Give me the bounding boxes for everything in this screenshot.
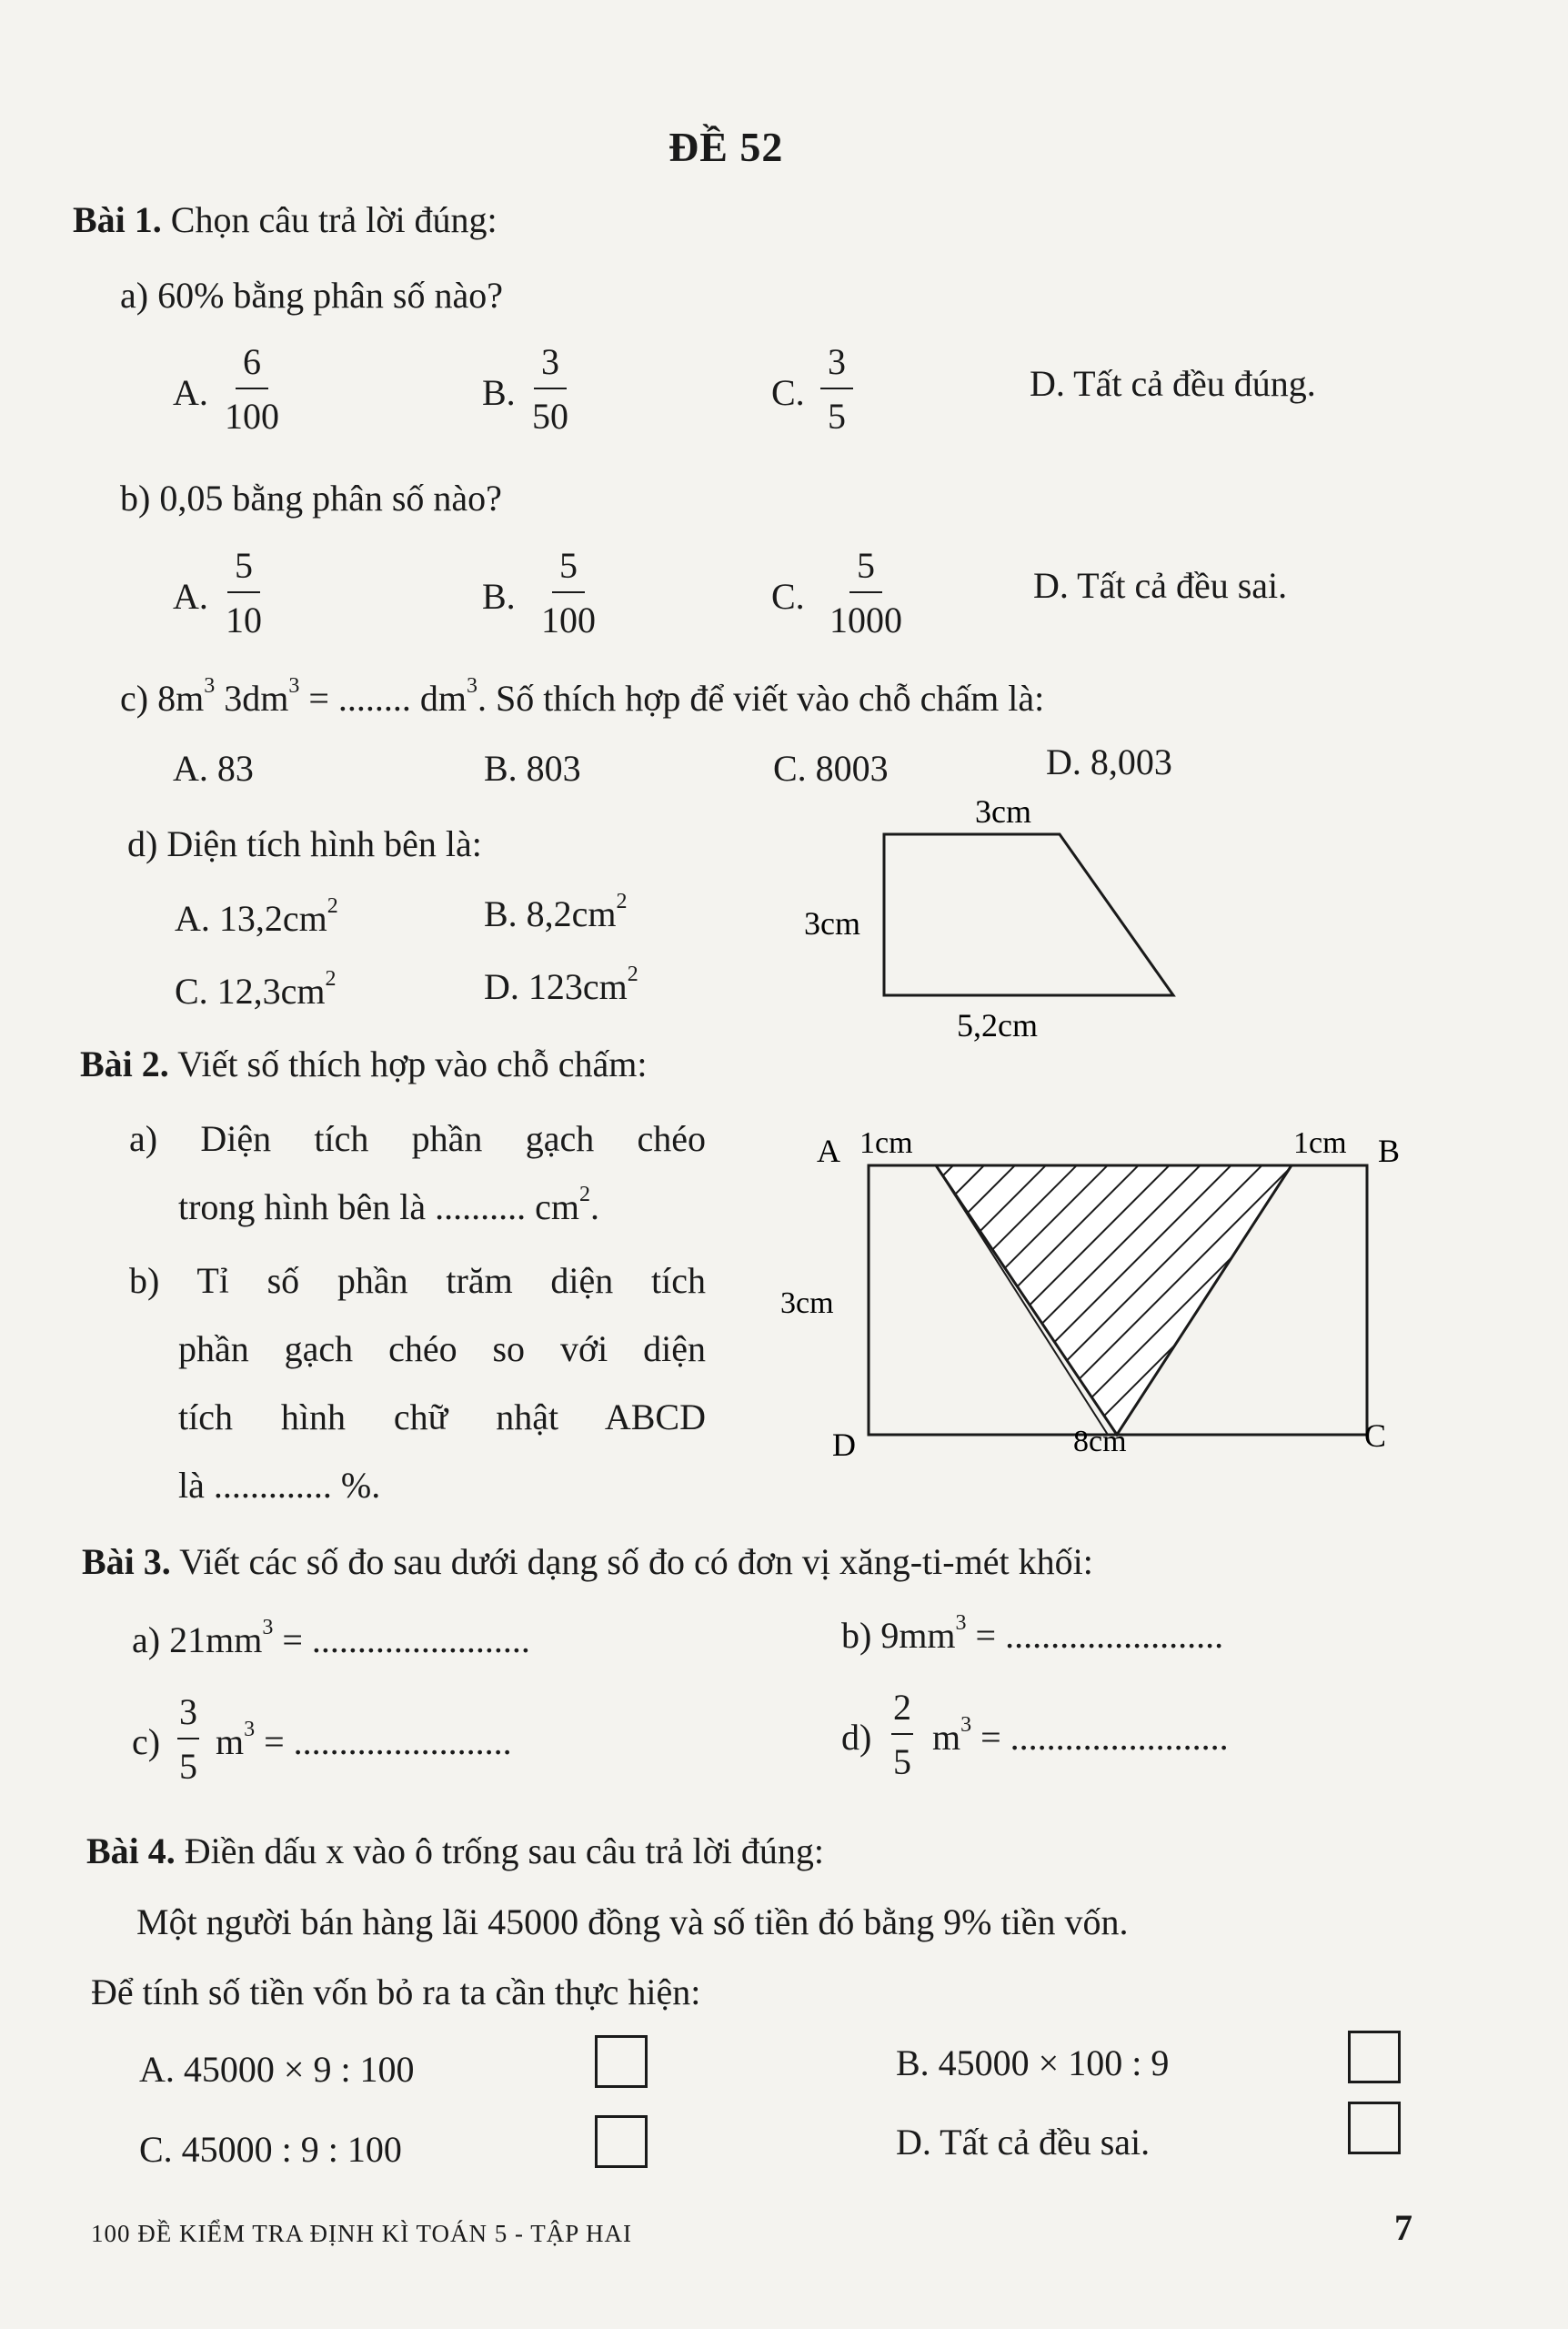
- option-text: D. 123cm: [484, 966, 628, 1007]
- bai1-heading: [73, 199, 498, 240]
- numerator: 5: [849, 548, 882, 593]
- q1a-option-c-fraction: [820, 341, 853, 437]
- bai2-heading: [80, 1046, 647, 1083]
- exponent: 3: [244, 1718, 256, 1741]
- q1b-option-b-fraction: [541, 545, 596, 640]
- q4-option-b: B. 45000 × 100 : 9: [896, 2042, 1170, 2083]
- rectangle-abcd-figure: [773, 1128, 1410, 1474]
- q1c-part: c) 8m: [120, 678, 205, 719]
- numerator: 6: [236, 344, 268, 389]
- denominator: 5: [179, 1746, 197, 1787]
- bai4-instruction: Điền dấu x vào ô trống sau câu trả lời đúng:: [175, 1830, 824, 1871]
- page-title: ĐỀ 52: [668, 124, 784, 170]
- q4-option-c: C. 45000 : 9 : 100: [139, 2129, 402, 2170]
- q2a-text: trong hình bên là .......... cm: [178, 1186, 580, 1227]
- q1b-question: b) 0,05 bằng phân số nào?: [120, 478, 502, 519]
- exponent: 2: [325, 967, 337, 991]
- q3d-prefix: d): [841, 1717, 872, 1758]
- q1c-part: 3dm: [215, 678, 289, 719]
- exponent: 3: [262, 1616, 274, 1639]
- q1b-option-a-prefix: A.: [173, 576, 208, 617]
- unit: m: [216, 1721, 245, 1762]
- q4-option-d: D. Tất cả đều sai.: [896, 2122, 1151, 2163]
- q1a-option-a-prefix: A.: [173, 372, 208, 413]
- q3a: [132, 1616, 530, 1660]
- exponent: 3: [466, 674, 477, 698]
- q1d-question: d) Diện tích hình bên là:: [127, 823, 482, 864]
- left-1cm-label: 1cm: [859, 1128, 913, 1160]
- q3a-blank: = ........................: [273, 1619, 530, 1660]
- q4-option-a-checkbox[interactable]: [595, 2035, 648, 2088]
- q1a-option-a-fraction: [225, 341, 279, 437]
- q3c-prefix: c): [132, 1721, 161, 1762]
- q1c-part: . Số thích hợp để viết vào chỗ chấm là:: [477, 678, 1045, 719]
- q3c-rest: [216, 1718, 512, 1762]
- q4-option-d-checkbox[interactable]: [1348, 2102, 1401, 2154]
- q1a-option-b-fraction: [532, 341, 568, 437]
- q1d-option-c: [175, 967, 337, 1012]
- denominator: 10: [226, 600, 262, 640]
- bai4-problem-line1: Một người bán hàng lãi 45000 đồng và số tiền đó bằng 9% tiền vốn.: [136, 1901, 1129, 1942]
- bai4-label: Bài 4.: [86, 1830, 176, 1871]
- footer-book-title: 100 ĐỀ KIỂM TRA ĐỊNH KÌ TOÁN 5 - TẬP HAI: [91, 2220, 632, 2247]
- bai1-instruction: Chọn câu trả lời đúng:: [161, 199, 498, 240]
- exponent: 2: [627, 963, 638, 986]
- q2b-line3: tích hình chữ nhật ABCD: [178, 1396, 706, 1437]
- q1d-option-a: [175, 894, 338, 939]
- q3b: [841, 1611, 1224, 1656]
- exponent: 2: [579, 1183, 591, 1206]
- option-text: B. 8,2cm: [484, 893, 617, 934]
- denominator: 100: [225, 396, 279, 437]
- vertex-b-label: B: [1378, 1133, 1401, 1169]
- q2a-end: .: [590, 1186, 600, 1227]
- q1a-option-b-prefix: B.: [482, 372, 516, 413]
- q1c-option-c: C. 8003: [773, 748, 889, 789]
- bottom-8cm-label: 8cm: [1073, 1425, 1127, 1458]
- numerator: 3: [534, 344, 567, 389]
- bai2-label: Bài 2.: [80, 1044, 169, 1084]
- denominator: 5: [893, 1741, 911, 1782]
- q1b-option-c-prefix: C.: [771, 576, 805, 617]
- q3d-fraction: [891, 1689, 913, 1780]
- q1b-option-c-fraction: [829, 545, 902, 640]
- q2a-line2: [178, 1183, 600, 1227]
- trapezoid-side-label: 3cm: [804, 905, 860, 942]
- side-3cm-label: 3cm: [780, 1286, 834, 1320]
- q1b-option-b-prefix: B.: [482, 576, 516, 617]
- q4-option-b-checkbox[interactable]: [1348, 2031, 1401, 2083]
- trapezoid-bottom-label: 5,2cm: [957, 1007, 1038, 1044]
- q1a-option-c-prefix: C.: [771, 372, 805, 413]
- bai4-problem-line2: Để tính số tiền vốn bỏ ra ta cần thực hiện:: [91, 1971, 701, 2012]
- exponent: 3: [960, 1713, 972, 1737]
- trapezoid-figure: [782, 782, 1201, 1055]
- q3c-blank: = ........................: [255, 1721, 512, 1762]
- q3b-text: b) 9mm: [841, 1615, 956, 1656]
- q3b-blank: = ........................: [966, 1615, 1224, 1656]
- q4-option-a: A. 45000 × 9 : 100: [139, 2049, 415, 2090]
- page-number: 7: [1394, 2207, 1412, 2248]
- denominator: 5: [828, 396, 846, 437]
- trapezoid-top-label: 3cm: [975, 793, 1031, 830]
- q4-option-c-checkbox[interactable]: [595, 2115, 648, 2168]
- q3c-fraction: [177, 1691, 199, 1787]
- option-text: A. 13,2cm: [175, 898, 327, 939]
- vertex-c-label: C: [1364, 1417, 1387, 1454]
- unit: m: [932, 1717, 961, 1758]
- vertex-d-label: D: [832, 1427, 856, 1463]
- q1c-question: [120, 674, 1045, 719]
- exponent: 3: [204, 674, 216, 698]
- right-1cm-label: 1cm: [1293, 1128, 1347, 1160]
- q3d-rest: [932, 1713, 1229, 1758]
- denominator: 1000: [829, 600, 902, 640]
- numerator: 2: [891, 1689, 913, 1735]
- exponent: 3: [955, 1611, 967, 1635]
- bai3-label: Bài 3.: [82, 1541, 171, 1582]
- q1b-option-a-fraction: [226, 545, 262, 640]
- q1a-option-d: D. Tất cả đều đúng.: [1030, 363, 1316, 404]
- bai3-instruction: Viết các số đo sau dưới dạng số đo có đơn vị xăng-ti-mét khối:: [170, 1541, 1093, 1582]
- q3d-blank: = ........................: [971, 1717, 1229, 1758]
- bai3-heading: [82, 1541, 1093, 1582]
- exponent: 3: [288, 674, 300, 698]
- exponent: 2: [327, 894, 338, 918]
- q1c-option-d: D. 8,003: [1046, 741, 1172, 782]
- q2b-line4: là ............. %.: [178, 1465, 381, 1506]
- bai4-heading: [86, 1830, 824, 1871]
- option-text: C. 12,3cm: [175, 971, 326, 1012]
- numerator: 3: [177, 1694, 199, 1739]
- q1b-option-d: D. Tất cả đều sai.: [1033, 565, 1288, 606]
- trapezoid-shape: [884, 834, 1173, 995]
- q2a-line1: a) Diện tích phần gạch chéo: [129, 1118, 706, 1159]
- q2b-line1: b) Tỉ số phần trăm diện tích: [129, 1260, 706, 1301]
- q2b-line2: phần gạch chéo so với diện: [178, 1328, 706, 1369]
- bai2-instruction: Viết số thích hợp vào chỗ chấm:: [168, 1044, 648, 1084]
- q1d-option-b: [484, 890, 628, 934]
- numerator: 3: [820, 344, 853, 389]
- denominator: 100: [541, 600, 596, 640]
- q1c-option-b: B. 803: [484, 748, 581, 789]
- numerator: 5: [552, 548, 585, 593]
- q1a-question: a) 60% bằng phân số nào?: [120, 275, 503, 316]
- denominator: 50: [532, 396, 568, 437]
- exponent: 2: [616, 890, 628, 913]
- vertex-a-label: A: [817, 1133, 840, 1169]
- hatched-triangle: [936, 1165, 1292, 1435]
- q1c-part: = ........ dm: [299, 678, 467, 719]
- q3a-text: a) 21mm: [132, 1619, 263, 1660]
- q1d-option-d: [484, 963, 638, 1007]
- numerator: 5: [227, 548, 260, 593]
- q1c-option-a: A. 83: [173, 748, 254, 789]
- bai1-label: Bài 1.: [73, 199, 162, 240]
